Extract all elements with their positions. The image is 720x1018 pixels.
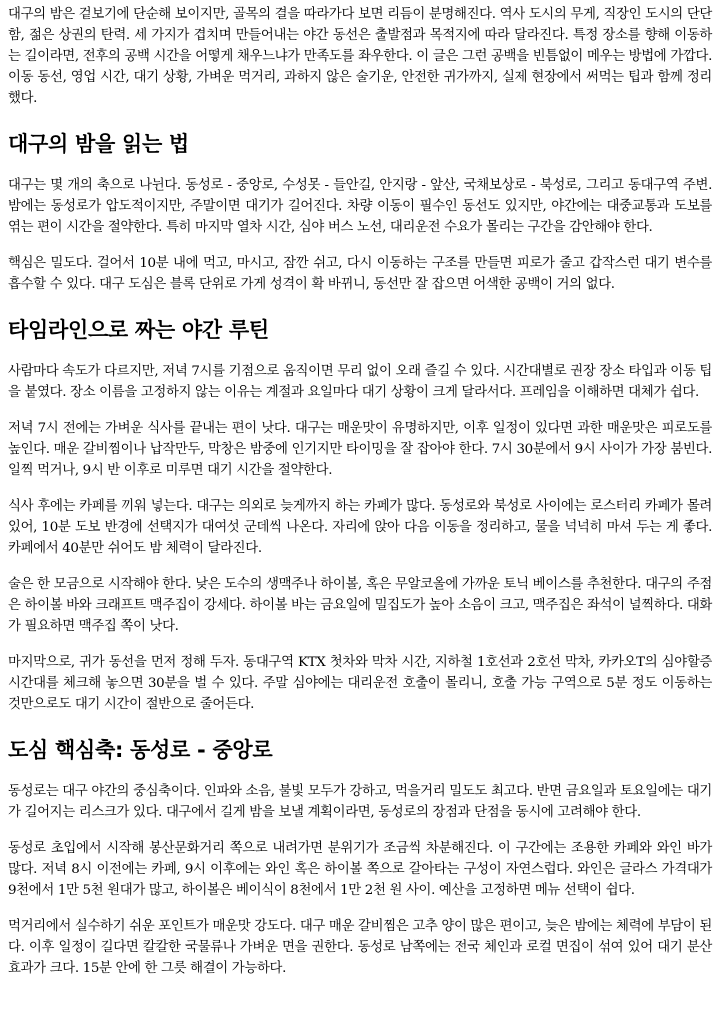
paragraph: 대구는 몇 개의 축으로 나뉜다. 동성로 - 중앙로, 수성못 - 들안길, 안지랑 - 앞산, 국채보상로 - 북성로, 그리고 동대구역 주변. 밤에는 동성로가 압도적이지만, 주말이면 대기가 길어진다. 차량 이동이 필수인 동선도 있지만, 야간에는 대중교통과 도보를 엮는 편이 시간을 절약한다. 특히 마지막 열차 시간, 심야 버스 노선, 대리운전 수요가 몰리는 구간을 감안해야 한다. bbox=[8, 178, 712, 235]
paragraph: 술은 한 모금으로 시작해야 한다. 낮은 도수의 생맥주나 하이볼, 혹은 무알코올에 가까운 토닉 베이스를 추천한다. 대구의 주점은 하이볼 바와 크래프트 맥주집이 강세다. 하이볼 바는 금요일에 밀집도가 높아 소음이 크고, 맥주집은 좌석이 널찍하다. 대화가 필요하면 맥주집 쪽이 낫다. bbox=[8, 577, 712, 634]
paragraph: 사람마다 속도가 다르지만, 저녁 7시를 기점으로 움직이면 무리 없이 오래 즐길 수 있다. 시간대별로 권장 장소 타입과 이동 팁을 붙였다. 장소 이름을 고정하지 않는 이유는 계절과 요일마다 대기 상황이 크게 달라서다. 프레임을 이해하면 대체가 쉽다. bbox=[8, 364, 712, 400]
paragraph: 동성로 초입에서 시작해 봉산문화거리 쪽으로 내려가면 분위기가 조금씩 차분해진다. 이 구간에는 조용한 카페와 와인 바가 많다. 저녁 8시 이전에는 카페, 9시 이후에는 와인 혹은 하이볼 쪽으로 갈아타는 구성이 자연스럽다. 와인은 글라스 가격대가 9천에서 1만 5천 원대가 많고, 하이볼은 베이식이 8천에서 1만 2천 원 사이. 예산을 고정하면 메뉴 선택이 쉽다. bbox=[8, 841, 712, 898]
paragraph: 핵심은 밀도다. 걸어서 10분 내에 먹고, 마시고, 잠깐 쉬고, 다시 이동하는 구조를 만들면 피로가 줄고 갑작스런 대기 변수를 흡수할 수 있다. 대구 도심은 블록 단위로 가게 성격이 확 바뀌니, 동선만 잘 잡으면 어색한 공백이 거의 없다. bbox=[8, 256, 712, 292]
section-heading-reading-night: 대구의 밤을 읽는 법 bbox=[8, 132, 189, 156]
section-heading-timeline-routine: 타임라인으로 짜는 야간 루틴 bbox=[8, 318, 269, 342]
paragraph: 마지막으로, 귀가 동선을 먼저 정해 두자. 동대구역 KTX 첫차와 막차 시간, 지하철 1호선과 2호선 막차, 카카오T의 심야할증 시간대를 체크해 놓으면 30분을 벌 수 있다. 주말 심야에는 대리운전 호출이 몰리니, 호출 가능 구역으로 5분 정도 이동하는 것만으로도 대기 시간이 절반으로 줄어든다. bbox=[8, 655, 712, 712]
paragraph: 동성로는 대구 야간의 중심축이다. 인파와 소음, 불빛 모두가 강하고, 먹을거리 밀도도 최고다. 반면 금요일과 토요일에는 대기가 길어지는 리스크가 있다. 대구에서 길게 밤을 보낼 계획이라면, 동성로의 장점과 단점을 동시에 고려해야 한다. bbox=[8, 784, 712, 820]
paragraph: 저녁 7시 전에는 가벼운 식사를 끝내는 편이 낫다. 대구는 매운맛이 유명하지만, 이후 일정이 있다면 과한 매운맛은 피로도를 높인다. 매운 갈비찜이나 납작만두, 막창은 밤중에 인기지만 타이밍을 잘 잡아야 한다. 7시 30분에서 9시 사이가 가장 붐빈다. 일찍 먹거나, 9시 반 이후로 미루면 대기 시간을 절약한다. bbox=[8, 421, 712, 478]
intro-paragraph: 대구의 밤은 겉보기에 단순해 보이지만, 골목의 결을 따라가다 보면 리듬이 분명해진다. 역사 도시의 무게, 직장인 도시의 단단함, 젊은 상권의 탄력. 세 가지가 겹치며 만들어내는 야간 동선은 출발점과 목적지에 따라 달라진다. 특정 장소를 향해 이동하는 길이라면, 전후의 공백 시간을 어떻게 채우느냐가 만족도를 좌우한다. 이 글은 그런 공백을 빈틈없이 메우는 방법에 가깝다. 이동 동선, 영업 시간, 대기 상황, 가벼운 먹거리, 과하지 않은 술기운, 안전한 귀가까지, 실제 현장에서 써먹는 팁과 함께 정리했다. bbox=[8, 7, 712, 106]
paragraph: 식사 후에는 카페를 끼워 넣는다. 대구는 의외로 늦게까지 하는 카페가 많다. 동성로와 북성로 사이에는 로스터리 카페가 몰려 있어, 10분 도보 반경에 선택지가 대여섯 군데씩 나온다. 자리에 앉아 다음 이동을 정리하고, 물을 넉넉히 마셔 두는 게 좋다. 카페에서 40분만 쉬어도 밤 체력이 달라진다. bbox=[8, 499, 712, 556]
section-heading-downtown-axis: 도심 핵심축: 동성로 - 중앙로 bbox=[8, 738, 273, 762]
paragraph: 먹거리에서 실수하기 쉬운 포인트가 매운맛 강도다. 대구 매운 갈비찜은 고추 양이 많은 편이고, 늦은 밤에는 체력에 부담이 된다. 이후 일정이 길다면 칼칼한 국물류나 가벼운 면을 권한다. 동성로 남쪽에는 전국 체인과 로컬 면집이 섞여 있어 대기 분산 효과가 크다. 15분 안에 한 그릇 해결이 가능하다. bbox=[8, 919, 712, 976]
